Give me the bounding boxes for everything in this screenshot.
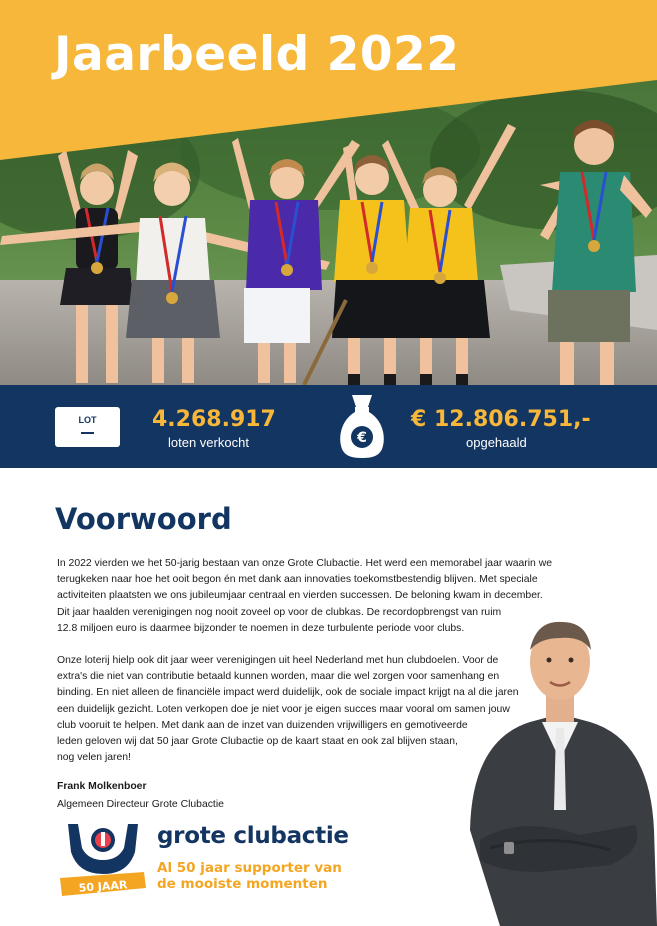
ticket-label: LOT: [78, 415, 97, 425]
text-line: Dit jaar haalden verenigingen nog nooit zoveel op voor de clubkas. De recordopbrengst van ruim: [57, 606, 502, 618]
raised-label: opgehaald: [466, 435, 527, 450]
ticket-line: [81, 432, 94, 434]
lottery-ticket-icon: [55, 407, 120, 447]
text-line: club vooruit te helpen. Met dank aan de inzet van duizenden vrijwilligers en gemotiveerde: [57, 719, 468, 731]
text-line: binding. En niet alleen de financiële impact werd duidelijk, ook de sociale impact krijgt na al die jaren: [57, 687, 519, 699]
text-line: 12.8 miljoen euro is daarmee bijzonder te noemen in deze turbulente periode voor clubs.: [57, 622, 465, 634]
text-line: terugkeken naar hoe het ooit begon én met dank aan innovaties toekomstbestendig blijven. Met speciale: [57, 574, 538, 586]
tagline-line: Al 50 jaar supporter van: [157, 860, 342, 876]
euro-money-bag-icon: [338, 393, 386, 459]
text-line: Onze loterij hielp ook dit jaar weer verenigingen uit heel Nederland met hun clubdoelen. Voor de: [57, 655, 499, 666]
stats-bar: [0, 385, 657, 468]
text-line: leden geloven wij dat 50 jaar Grote Clubactie op de kaart staat en ook zal blijven staan,: [57, 736, 458, 748]
director-portrait: [460, 610, 657, 926]
page-title: Jaarbeeld 2022: [54, 27, 460, 82]
logo-tagline: [157, 860, 342, 892]
grote-clubactie-logo-icon: [58, 820, 148, 902]
tagline-line: de mooiste momenten: [157, 876, 328, 892]
tickets-sold-value: 4.268.917: [152, 407, 276, 432]
svg-text:€: €: [357, 430, 367, 446]
text-line: extra's die niet van contributie betaald kunnen worden, maar die wel zorgen voor samenhang en: [57, 671, 500, 683]
text-line: In 2022 vierden we het 50-jarig bestaan van onze Grote Clubactie. Het werd een memorabel jaar waarin we: [57, 558, 552, 569]
signature-role: Algemeen Directeur Grote Clubactie: [57, 799, 224, 810]
badge-text: 50 JAAR: [78, 878, 128, 895]
raised-value: € 12.806.751,-: [411, 407, 591, 432]
text-line: nog velen jaren!: [57, 752, 131, 764]
logo-wordmark: grote clubactie: [157, 823, 349, 849]
text-line: een duidelijk gezicht. Loten verkopen doe je niet voor je eigen succes maar vooral om samen jouw: [57, 703, 510, 715]
section-heading-foreword: Voorwoord: [55, 502, 232, 536]
signature-name: Frank Molkenboer: [57, 781, 147, 792]
tickets-sold-label: loten verkocht: [168, 435, 249, 450]
text-line: activiteiten plaatsten we ons jubileumjaar centraal en vierden successen. De beloning kwam in december.: [57, 590, 543, 602]
